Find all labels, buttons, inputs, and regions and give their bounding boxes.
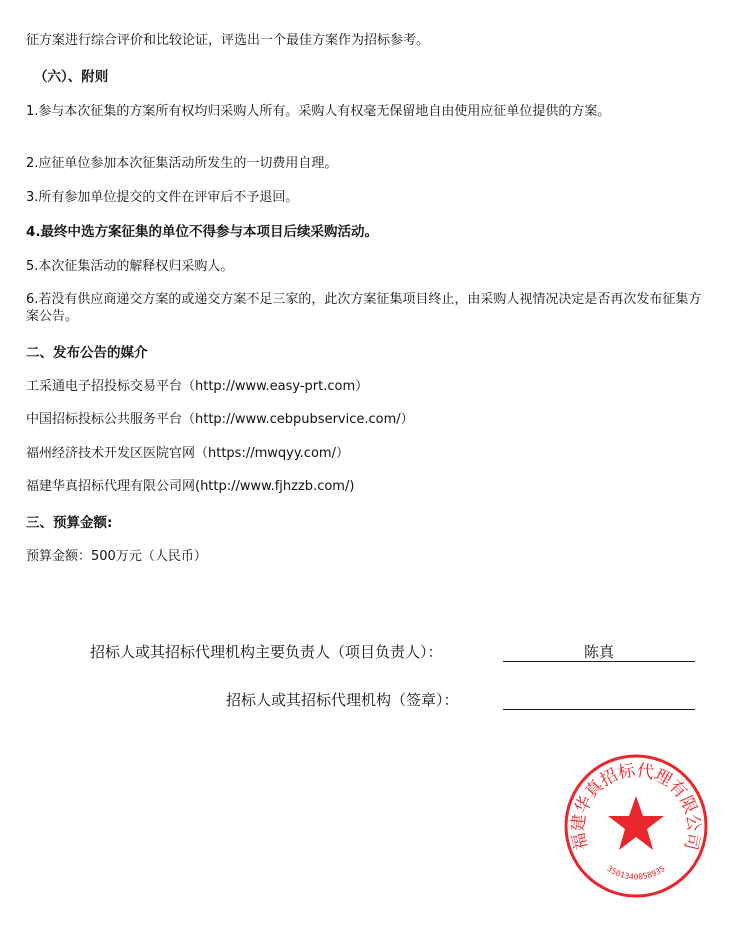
signature-underline-seal [503,709,695,710]
appendix-item-2: 2.应征单位参加本次征集活动所发生的一切费用自理。 [26,156,338,171]
budget-text: 预算金额：500万元（人民币） [26,549,207,564]
seal-org-name: 福建华真招标代理有限公司 [568,760,704,852]
signature-label-seal: 招标人或其招标代理机构（签章）： [226,691,459,709]
intro-text: 征方案进行综合评价和比较论证，评选出一个最佳方案作为招标参考。 [26,33,430,48]
company-seal-stamp [562,752,710,900]
media-item-3: 福州经济技术开发区医院官网（https://mwqyy.com/） [26,446,349,461]
appendix-item-6: 6.若没有供应商递交方案的或递交方案不足三家的，此次方案征集项目终止，由采购人视情况决定是否再次发布征集方案公告。 [26,292,702,324]
appendix-heading: （六）、附则 [34,69,109,85]
signature-label-leader: 招标人或其招标代理机构主要负责人（项目负责人）： [90,643,443,661]
media-item-4: 福建华真招标代理有限公司网(http://www.fjhzzb.com/) [26,479,355,494]
star-icon [608,796,664,850]
budget-heading: 三、预算金额: [26,515,113,531]
media-item-2: 中国招标投标公共服务平台（http://www.cebpubservice.com/） [26,412,414,427]
appendix-item-5: 5.本次征集活动的解释权归采购人。 [26,259,234,274]
media-heading: 二、发布公告的媒介 [26,345,148,361]
appendix-item-3: 3.所有参加单位提交的文件在评审后不予退回。 [26,190,299,205]
media-item-1: 工采通电子招投标交易平台（http://www.easy-prt.com） [26,379,369,394]
appendix-item-1: 1.参与本次征集的方案所有权均归采购人所有。采购人有权毫无保留地自由使用应征单位提供的方案。 [26,104,611,119]
signature-leader-name: 陈真 [583,643,614,661]
appendix-item-4: 4.最终中选方案征集的单位不得参与本项目后续采购活动。 [26,224,379,240]
seal-code: 3501340058935 [605,864,667,882]
